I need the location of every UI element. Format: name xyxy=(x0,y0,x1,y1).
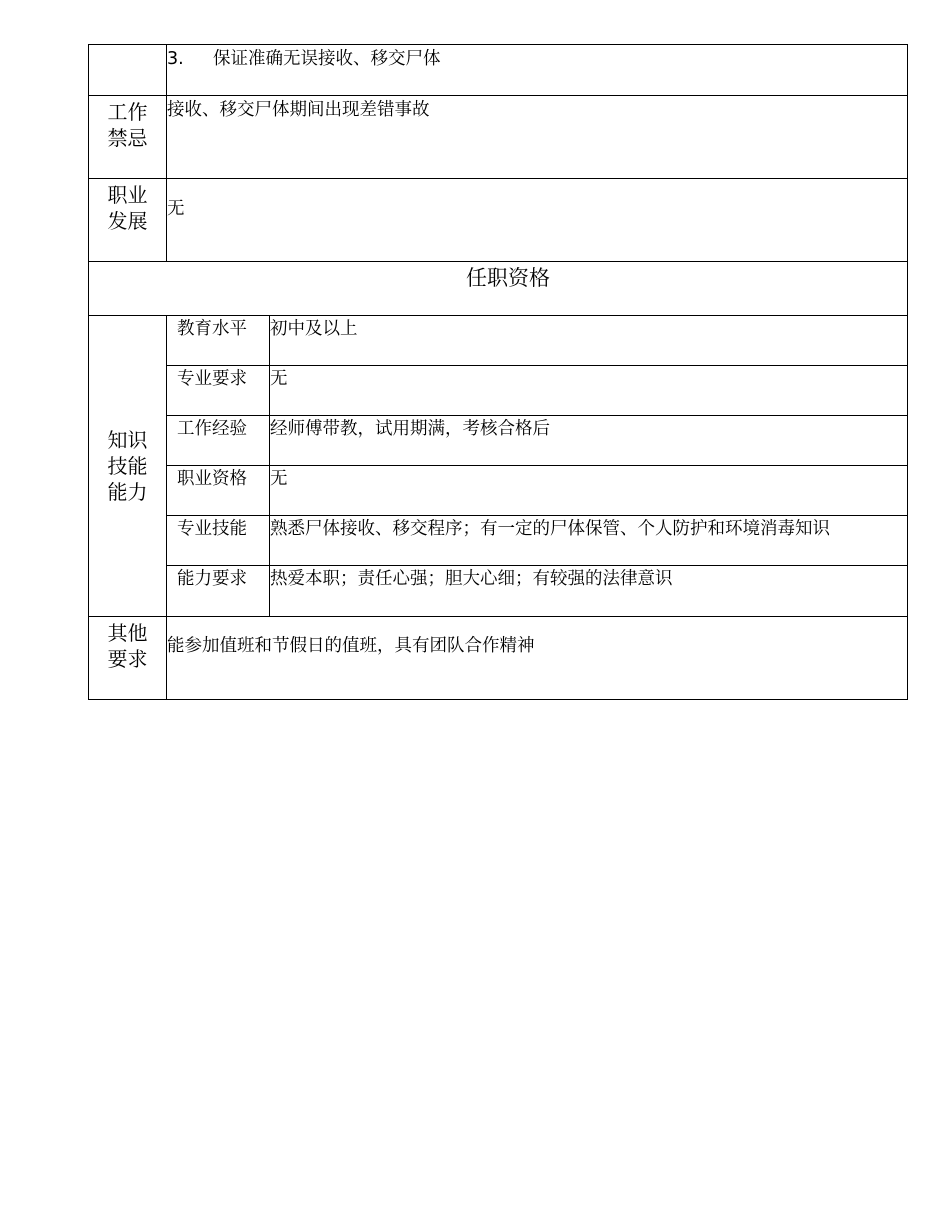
major-value: 无 xyxy=(270,366,908,416)
taboo-row xyxy=(89,96,908,179)
career-text: 无 xyxy=(167,179,908,262)
knowledge-row xyxy=(89,516,908,566)
duty-label-cell xyxy=(89,45,167,96)
duty-content-cell xyxy=(167,45,908,96)
qualification-title-row xyxy=(89,262,908,316)
certificate-value: 无 xyxy=(270,466,908,516)
experience-label: 工作经验 xyxy=(167,416,270,466)
certificate-label: 职业资格 xyxy=(167,466,270,516)
taboo-label: 工作 禁忌 xyxy=(89,96,167,179)
career-row xyxy=(89,179,908,262)
skill-value: 熟悉尸体接收、移交程序；有一定的尸体保管、个人防护和环境消毒知识 xyxy=(270,516,908,566)
knowledge-label: 知识 技能 能力 xyxy=(89,316,167,617)
duty-text: 保证准确无误接收、移交尸体 xyxy=(213,49,441,69)
section-title: 任职资格 xyxy=(89,262,908,316)
education-value: 初中及以上 xyxy=(270,316,908,366)
ability-value: 热爱本职；责任心强；胆大心细；有较强的法律意识 xyxy=(270,566,908,617)
other-label: 其他 要求 xyxy=(89,617,167,700)
duty-number: 3. xyxy=(167,49,184,69)
duty-row xyxy=(89,45,908,96)
ability-label: 能力要求 xyxy=(167,566,270,617)
experience-value: 经师傅带教，试用期满，考核合格后 xyxy=(270,416,908,466)
knowledge-row xyxy=(89,416,908,466)
education-label: 教育水平 xyxy=(167,316,270,366)
other-row xyxy=(89,617,908,700)
knowledge-row xyxy=(89,316,908,366)
major-label: 专业要求 xyxy=(167,366,270,416)
knowledge-row xyxy=(89,466,908,516)
knowledge-row xyxy=(89,566,908,617)
job-description-table xyxy=(88,44,908,700)
career-label: 职业 发展 xyxy=(89,179,167,262)
other-text: 能参加值班和节假日的值班，具有团队合作精神 xyxy=(167,617,908,700)
skill-label: 专业技能 xyxy=(167,516,270,566)
taboo-text: 接收、移交尸体期间出现差错事故 xyxy=(167,96,908,179)
knowledge-row xyxy=(89,366,908,416)
